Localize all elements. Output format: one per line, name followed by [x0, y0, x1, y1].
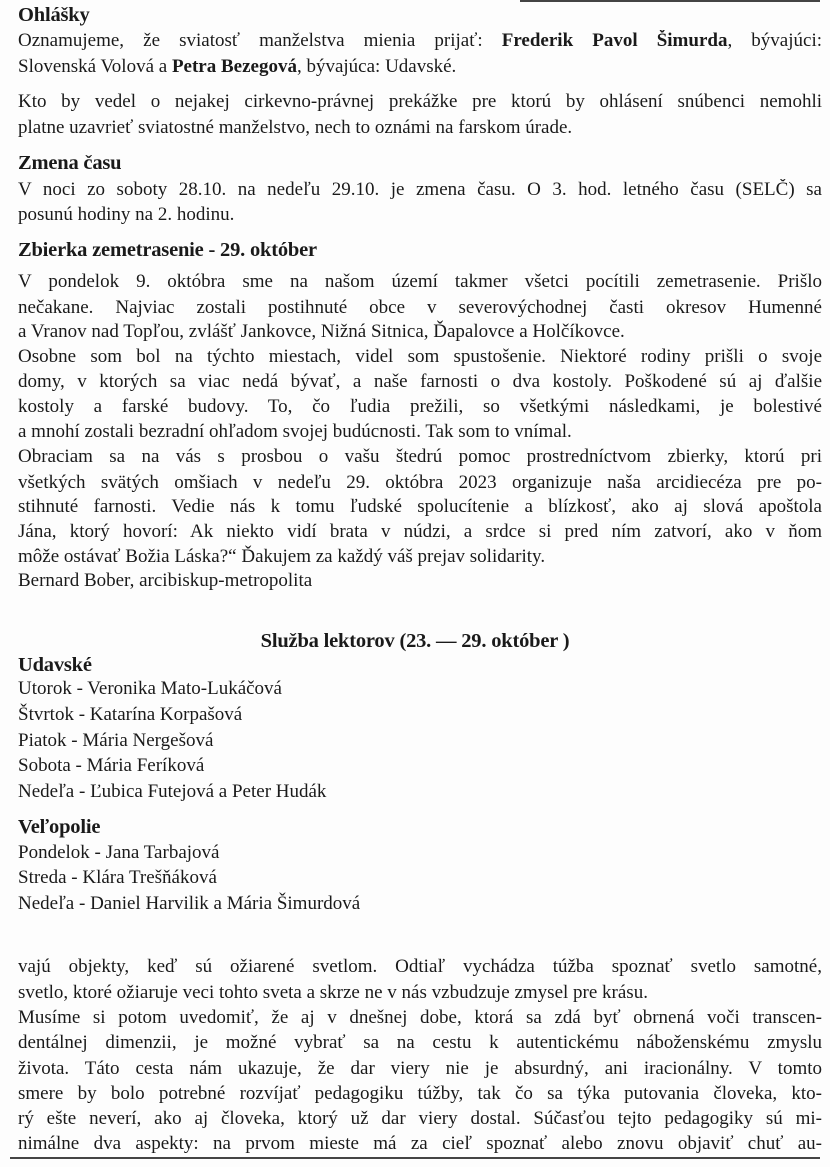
text-line: [18, 1083, 822, 1105]
text-line: [18, 371, 822, 393]
text-line: [18, 496, 822, 518]
top-rule: [520, 0, 820, 2]
lector-item: Nedeľa - Ľubica Futejová a Peter Hudák: [18, 781, 327, 802]
text-line: [18, 956, 822, 978]
text-line: [18, 179, 822, 201]
text-line: [18, 56, 822, 78]
text-line: [18, 982, 822, 1004]
text-segment: vajú objekty, keď sú ožiarené svetlom. Odtiaľ vychádza túžba spoznať svetlo samotné,: [18, 956, 822, 977]
text-line: [18, 30, 822, 52]
text-segment: Oznamujeme, že sviatosť manželstva mienia prijať:: [18, 30, 502, 51]
lector-item: Streda - Klára Trešňáková: [18, 867, 217, 888]
section-heading-ohlasky: Ohlášky: [18, 4, 90, 26]
text-segment: nimálne dva aspekty: na prvom mieste má za cieľ spoznať alebo znovu objaviť chuť au-: [18, 1133, 822, 1154]
text-segment: Slovenská Volová a: [18, 56, 172, 77]
text-segment: platne uzavrieť sviatostné manželstvo, nech to oznámi na farskom úrade.: [18, 117, 573, 138]
text-line: [18, 297, 822, 319]
text-segment: rý ešte neverí, ako aj človeka, ktorý už dar viery dostal. Súčasťou tejto pedagogiky sú mi-: [18, 1108, 822, 1129]
lector-group-title: Udavské: [18, 654, 92, 676]
text-segment: Musíme si potom uvedomiť, že aj v dnešnej dobe, ktorá sa zdá byť obrnená voči transcen-: [18, 1007, 822, 1028]
text-segment: , bývajúci:: [727, 30, 822, 51]
text-line: [18, 421, 822, 443]
text-segment: a mnohí zostali bezradní ohľadom svojej budúcnosti. Tak som to vnímal.: [18, 421, 572, 442]
text-segment: stihnuté farnosti. Vedie nás k tomu ľudské spolucítenie a blízkosť, ako aj slová apoštola: [18, 496, 822, 517]
section-heading-zmena-casu: Zmena času: [18, 152, 122, 174]
lector-item: Sobota - Mária Feríková: [18, 755, 205, 776]
text-segment: môže ostávať Božia Láska?“ Ďakujem za každý váš prejav solidarity.: [18, 546, 546, 567]
text-line: [18, 472, 822, 494]
text-segment: , bývajúca: Udavské.: [296, 56, 457, 77]
lector-group-title: Veľopolie: [18, 816, 101, 838]
bottom-rule: [10, 1157, 820, 1159]
text-line: [18, 204, 822, 226]
lector-item: Utorok - Veronika Mato-Lukáčová: [18, 678, 282, 699]
text-line: [18, 396, 822, 418]
text-segment: svetlo, ktoré ožiaruje veci tohto sveta a skrze ne v nás vzbudzuje zmysel pre krásu.: [18, 982, 648, 1003]
text-segment: V pondelok 9. októbra sme na našom území takmer všetci pocítili zemetrasenie. Prišlo: [18, 271, 822, 292]
text-line: [18, 521, 822, 543]
text-segment: všetkých svätých omšiach v nedeľu 29. októbra 2023 organizuje naša arcidiecéza pre po-: [18, 472, 822, 493]
text-segment: posunú hodiny na 2. hodinu.: [18, 204, 235, 225]
text-line: [18, 321, 822, 343]
name-bold: Frederik Pavol Šimurda: [501, 30, 728, 51]
text-line: [18, 570, 822, 592]
text-segment: V noci zo soboty 28.10. na nedeľu 29.10. je zmena času. O 3. hod. letného času (SELČ) sa: [18, 179, 822, 200]
section-heading-lektori: Služba lektorov (23. — 29. október ): [260, 630, 570, 652]
text-segment: domy, v ktorých sa viac nedá bývať, a naše farnosti o dva kostoly. Poškodené sú aj ďalšie: [18, 371, 822, 392]
lector-item: Štvrtok - Katarína Korpašová: [18, 704, 243, 725]
text-line: [18, 546, 822, 568]
text-segment: Kto by vedel o nejakej cirkevno-právnej prekážke pre ktorú by ohlásení snúbenci nemohli: [18, 91, 822, 112]
text-line: [18, 1108, 822, 1130]
text-line: [18, 1032, 822, 1054]
text-segment: Obraciam sa na vás s prosbou o vašu štedrú pomoc prostredníctvom zbierky, ktorú pri: [18, 446, 822, 467]
text-line: [18, 117, 822, 139]
text-line: [18, 346, 822, 368]
text-line: [18, 271, 822, 293]
text-segment: života. Táto cesta nám ukazuje, že dar viery nie je absurdný, ani iracionálny. V tomto: [18, 1058, 822, 1079]
text-segment: Jána, ktorý hovorí: Ak niekto vidí brata v núdzi, a srdce si pred ním zatvorí, ako v ňom: [18, 521, 822, 542]
text-segment: smere by bolo potrebné rozvíjať pedagogiku túžby, tak čo sa týka putovania človeka, kto-: [18, 1083, 822, 1104]
text-line: [18, 446, 822, 468]
text-segment: Osobne som bol na týchto miestach, videl som spustošenie. Niektoré rodiny prišli o svoje: [18, 346, 822, 367]
lector-item: Piatok - Mária Nergešová: [18, 730, 214, 751]
text-line: [18, 1133, 822, 1155]
lector-item: Nedeľa - Daniel Harvilik a Mária Šimurdová: [18, 893, 361, 914]
text-segment: kostoly a farské budovy. To, čo ľudia prežili, so všetkými následkami, je bolestivé: [18, 396, 822, 417]
lector-item: Pondelok - Jana Tarbajová: [18, 842, 220, 863]
text-line: [18, 1058, 822, 1080]
section-heading-zbierka: Zbierka zemetrasenie - 29. október: [18, 239, 317, 261]
name-bold: Petra Bezegová: [171, 56, 297, 77]
text-line: [18, 91, 822, 113]
text-segment: dentálnej dimenzii, je možné vybrať sa na cestu k autentickému náboženskému zmyslu: [18, 1032, 822, 1053]
text-segment: Bernard Bober, arcibiskup-metropolita: [18, 570, 313, 591]
text-segment: a Vranov nad Topľou, zvlášť Jankovce, Nižná Sitnica, Ďapalovce a Holčíkovce.: [18, 321, 625, 342]
text-line: [18, 1007, 822, 1029]
text-segment: nečakane. Najviac zostali postihnuté obce v severovýchodnej časti okresov Humenné: [18, 297, 822, 318]
